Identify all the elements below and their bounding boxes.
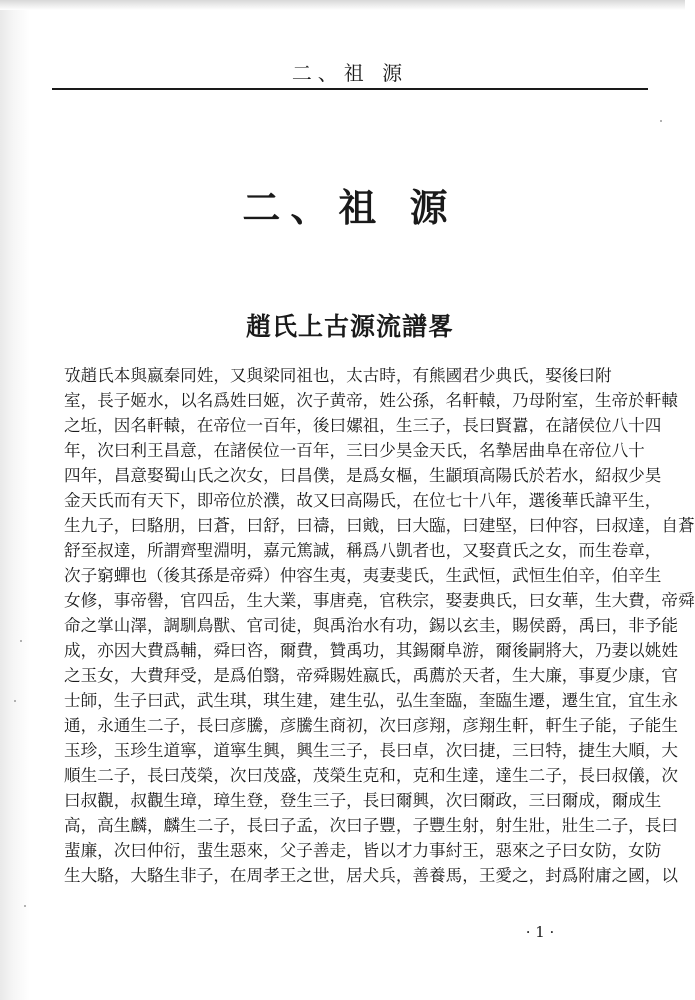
scan-speck: [24, 905, 26, 907]
body-text: [64, 363, 695, 888]
body-line: 順生二子，長曰茂榮，次曰茂盛，茂榮生克和，克和生達，達生二子，長曰叔儀，次: [64, 766, 678, 785]
body-line: 女修，事帝嚳，官四岳，生大業，事唐堯，官秩宗，娶妻典氏，曰女華，生大費，帝舜: [64, 591, 695, 610]
body-line: 室，長子姬水，以名爲姓曰姬，次子黄帝，姓公孫，名軒轅，乃母附室，生帝於軒轅: [64, 391, 678, 410]
body-line: 金天氏而有天下，即帝位於濮，故又曰高陽氏，在位七十八年，選後華氏諱平生，: [64, 491, 662, 510]
body-line: 士師，生子曰武，武生琪，琪生建，建生弘，弘生奎臨，奎臨生遷，遷生宜，宜生永: [64, 691, 678, 710]
body-line: 之玉女，大費拜受，是爲伯翳，帝舜賜姓嬴氏，禹薦於天者，生大廉，事夏少康，官: [64, 666, 678, 685]
running-header: 二、祖 源: [291, 61, 409, 85]
body-line: 高，高生麟，麟生二子，長曰子孟，次曰子豐，子豐生射，射生壯，壯生二子，長曰: [64, 816, 678, 835]
header-rule: [52, 88, 648, 90]
body-line: 命之掌山澤，調馴鳥獸、官司徒，與禹治水有功，錫以玄圭，賜侯爵，禹曰，非予能: [64, 616, 678, 635]
body-line: 生大駱，大駱生非子，在周孝王之世，居犬兵，善養馬，王愛之，封爲附庸之國，以: [64, 866, 678, 885]
body-line: 曰叔觀，叔觀生璋，璋生登，登生三子，長曰爾興，次曰爾政，三曰爾成，爾成生: [64, 791, 662, 810]
scan-speck: [14, 700, 16, 702]
page-number: · 1 ·: [525, 923, 555, 941]
body-line: 舒至叔達，所謂齊聖淵明，嘉元篤誠，稱爲八凱者也，又娶賁氏之女，而生卷章，: [64, 541, 662, 560]
body-line: 生九子，曰駱朋，曰蒼，曰舒，曰禱，曰戭，曰大臨，曰建堅，曰仲容，曰叔達，自蒼: [64, 516, 695, 535]
body-line: 次子窮蟬也（後其孫是帝舜）仲容生夷，夷妻斐氏，生武恒，武恒生伯辛，伯辛生: [64, 566, 662, 585]
body-line: 蜚廉，次曰仲衍，蜚生惡來，父子善走，皆以才力事紂王，惡來之子曰女防，女防: [64, 841, 662, 860]
section-title: 趙氏上古源流譜畧: [245, 312, 454, 341]
scan-edge-shadow: [0, 0, 685, 10]
scan-speck: [20, 640, 22, 642]
body-line: 成，亦因大費爲輔，舜曰咨，爾費，贊禹功，其錫爾阜游，爾後嗣將大，乃妻以姚姓: [64, 641, 678, 660]
body-line: 攷趙氏本與嬴秦同姓，又與梁同祖也，太古時，有熊國君少典氏，娶後曰附: [64, 366, 612, 385]
chapter-title: 二、祖 源: [242, 185, 458, 230]
scan-speck: [660, 120, 662, 122]
body-line: 玉珍，玉珍生道寧，道寧生興，興生三子，長曰卓，次曰捷，三曰特，捷生大順，大: [64, 741, 678, 760]
body-line: 四年，昌意娶蜀山氏之次女，曰昌僕，是爲女樞，生顓頊高陽氏於若水，紹叔少昊: [64, 466, 662, 485]
body-line: 通，永通生二子，長曰彦騰，彦騰生商初，次曰彦翔，彦翔生軒，軒生子能，子能生: [64, 716, 678, 735]
body-line: 年，次曰利王昌意，在諸侯位一百年，三曰少昊金天氏，名摯居曲阜在帝位八十: [64, 441, 645, 460]
body-line: 之坵，因名軒轅，在帝位一百年，後曰嫘祖，生三子，長曰賢囂，在諸侯位八十四: [64, 416, 662, 435]
